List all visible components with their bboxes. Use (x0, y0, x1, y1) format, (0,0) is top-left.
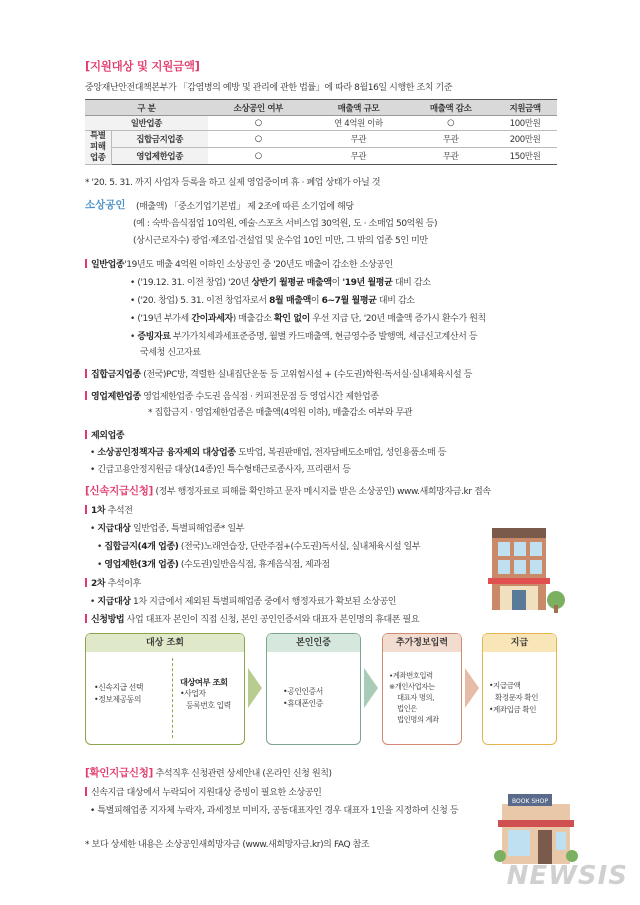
table-row (85, 148, 557, 165)
list-item: • 지급대상 일반업종, 특별피해업종* 일부 (90, 524, 245, 534)
list-item: • 소상공인정책자금 융자제외 대상업종 도박업, 복권판매업, 전자담배도소매업, 성인용품소매 등 (90, 448, 446, 458)
table-row (85, 131, 557, 148)
red-bar-icon (85, 369, 87, 378)
exclude-heading: 제외업종 (85, 428, 124, 441)
round1-heading: 1차 추석전 (85, 503, 133, 516)
table-footnote: * '20. 5. 31. 까지 사업자 등록을 하고 실제 영업중이며 휴 · 폐업 상태가 아닐 것 (85, 178, 381, 188)
red-bar-icon (85, 505, 87, 514)
cell: 무관 (309, 148, 408, 165)
flow-step-body: 대상여부 조회 •사업자 등록번호 입력 (180, 677, 231, 710)
col-header: 지원금액 (493, 100, 557, 116)
col-header: 매출액 규모 (309, 100, 408, 116)
round2-heading: 2차 추석이후 (85, 576, 141, 589)
col-header: 구 분 (85, 100, 208, 116)
row-label: 일반업종 (85, 116, 208, 131)
list-item: • 증빙자료 부가가치세과세표준증명, 월별 카드매출액, 현금영수증 발행액, 세금신고계산서 등 (130, 332, 478, 342)
list-item-cont: 국세청 신고자료 (140, 348, 201, 358)
list-item: • 영업제한(3개 업종) (수도권)일반음식점, 휴게음식점, 제과점 (97, 560, 330, 570)
cell: 100만원 (493, 116, 557, 131)
bottom-note: * 보다 상세한 내용은 소상공인새희망자금 (www.새희망자금.kr)의 FAQ 참조 (85, 840, 370, 850)
section-description: 중앙재난안전대책본부가 「감염병의 예방 및 관리에 관한 법률」에 따라 8월16일 시행한 조치 기준 (85, 83, 453, 93)
red-bar-icon (85, 787, 87, 796)
cell: 무관 (309, 131, 408, 148)
cell: ○ (408, 116, 493, 131)
fast-heading: [신속지급신청] (정부 행정자료로 피해를 확인하고 문자 메시지를 받은 소상공인) www.새희망자금.kr 접속 (85, 485, 491, 497)
table-header-row (85, 100, 557, 116)
flow-arrow-icon (364, 668, 378, 708)
flow-step-extra-info (382, 633, 462, 745)
small-biz-label: 소상공인 (85, 199, 126, 211)
small-biz-line: (상시근로자수) 광업·제조업·건설업 및 운수업 10인 미만, 그 밖의 업종 5인 미만 (133, 236, 428, 246)
cell: ○ (208, 148, 309, 165)
red-bar-icon (85, 614, 87, 623)
flow-step-title: 본인인증 (267, 634, 360, 652)
red-bar-icon (85, 430, 87, 439)
flow-step-target-lookup (85, 633, 245, 745)
list-item: • 특별피해업종 지자체 누락자, 과세정보 미비자, 공동대표자인 경우 대표자 1인을 지정하여 신청 등 (90, 806, 459, 816)
flow-step-auth (266, 633, 361, 745)
list-item: • 지급대상 1차 지급에서 제외된 특별피해업종 중에서 행정자료가 확보된 소상공인 (90, 597, 397, 607)
cell: 150만원 (493, 148, 557, 165)
cell: 무관 (408, 131, 493, 148)
red-bar-icon (85, 259, 87, 268)
flow-step-body: •지급금액 확정문자 확인 •계좌입금 확인 (489, 681, 539, 714)
list-item: • ('19년 부가세 간이과세자) 매출감소 확인 없이 우선 지급 단, '20년 매출액 증가시 환수가 원칙 (130, 314, 486, 324)
section-title-support: [지원대상 및 지원금액] (85, 59, 200, 73)
bookshop-illustration-icon (494, 790, 578, 868)
flow-step-body: •공인인증서 •휴대폰인증 (283, 687, 323, 708)
small-biz-line: (매출액) 「중소기업기본법」 제 2조에 따른 소기업에 해당 (136, 202, 354, 212)
red-bar-icon (85, 578, 87, 587)
ban-heading: 집합금지업종 (전국)PC방, 격렬한 실내집단운동 등 고위험시설 + (수도권)학원·독서실·실내체육시설 등 (85, 367, 472, 380)
store-illustration-icon (478, 520, 568, 615)
method-heading: 신청방법 사업 대표자 본인이 직접 신청, 본인 공인인증서와 대표자 본인명의 휴대폰 필요 (85, 612, 419, 625)
cell: 무관 (408, 148, 493, 165)
list-item: • 집합금지(4개 업종) (전국)노래연습장, 단란주점+(수도권)독서실, 실내체육시설 일부 (97, 542, 421, 552)
flow-step-body: •신속지급 선택 •정보제공동의 (94, 683, 144, 704)
confirm-heading: [확인지급신청] 추석직후 신청관련 상세안내 (온라인 신청 원칙) (85, 767, 332, 779)
list-item: • ('20. 창업) 5. 31. 이전 창업자로서 8월 매출액이 6~7월 월평균 대비 감소 (130, 296, 415, 306)
flow-step-body: •계좌번호입력 ※개인사업자는 대표자 명의, 법인은 법인명의 계좌 (389, 671, 439, 724)
shop-sign: BOOK SHOP (512, 798, 548, 805)
list-item: 신속지급 대상에서 누락되어 지원대상 증빙이 필요한 소상공인 (85, 785, 321, 798)
special-damage-label: 특별 피해 업종 (85, 131, 111, 165)
row-label: 집합금지업종 (111, 131, 208, 148)
general-heading: 일반업종'19년도 매출 4억원 이하인 소상공인 중 '20년도 매출이 감소한 소상공인 (85, 257, 393, 270)
limit-heading: 영업제한업종 영업제한업종 수도권 음식점 · 커피전문점 등 영업시간 제한업종 (85, 389, 379, 402)
flow-arrow-icon (465, 668, 479, 708)
col-header: 소상공인 여부 (208, 100, 309, 116)
flow-step-payment (482, 633, 557, 745)
cell: ○ (208, 116, 309, 131)
limit-note: * 집합금지 · 영업제한업종은 매출액(4억원 이하), 매출감소 여부와 무관 (148, 408, 413, 418)
list-item: • ('19.12. 31. 이전 창업) '20년 상반기 월평균 매출액이 '19년 월평균 대비 감소 (130, 278, 431, 288)
cell: 200만원 (493, 131, 557, 148)
flow-step-title: 지급 (483, 634, 556, 652)
small-biz-line: (예 : 숙박·음식점업 10억원, 예술·스포츠 서비스업 30억원, 도 · 소매업 50억원 등) (133, 219, 438, 229)
support-table (85, 99, 557, 165)
flow-arrow-icon (248, 668, 262, 708)
list-item: • 긴급고용안정지원금 대상(14종)인 특수형태근로종사자, 프리랜서 등 (90, 465, 351, 475)
news-agency-logo: NEWSIS (506, 861, 628, 891)
flow-step-title: 추가정보입력 (383, 634, 461, 652)
table-row (85, 116, 557, 131)
col-header: 매출액 감소 (408, 100, 493, 116)
cell: 연 4억원 이하 (309, 116, 408, 131)
cell: ○ (208, 131, 309, 148)
red-bar-icon (85, 391, 87, 400)
flow-step-title: 대상 조회 (86, 634, 244, 652)
row-label: 영업제한업종 (111, 148, 208, 165)
